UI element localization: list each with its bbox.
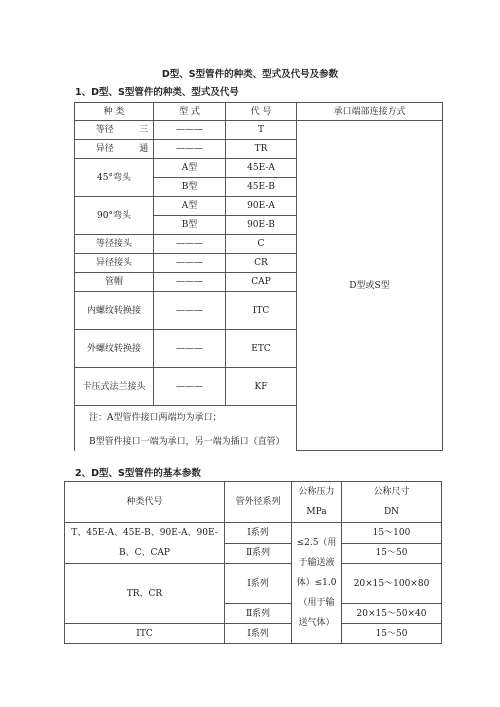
cell-coupling: 等径接头 [75,235,154,254]
header-outer-diameter: 管外径系列 [225,482,292,523]
cell-dn-2: 15～50 [342,543,442,564]
table-note [75,406,443,451]
cell-dn-3: 20×15～100×80 [342,564,442,604]
section-heading-1: 1、D型、S型管件的种类、型式及代号 [75,87,239,98]
header-form: 型 式 [154,103,226,121]
cell-dn-4: 20×15～50×40 [342,604,442,624]
cell-series-1: Ⅰ系列 [225,564,292,604]
cell-code-45eb: 45E-B [226,178,297,197]
cell-code-cap: CAP [226,273,297,292]
cell-press-flange-joint: 卡压式法兰接头 [75,368,154,406]
header-size-label: 公称尺寸 [373,487,410,497]
cell-series-2: Ⅱ系列 [225,604,292,624]
cell-reducer: 异径接头 [75,254,154,273]
cell-equal-tee-a: 等径 [75,121,135,140]
cell-cap: 管帽 [75,273,154,292]
header-size-unit: DN [383,507,400,517]
cell-code-t: T [226,121,297,140]
fittings-parameter-table [64,481,442,644]
cell-code-90ea: 90E-A [226,197,297,216]
cell-series-2: Ⅱ系列 [225,543,292,564]
cell-code-kf: KF [226,368,297,406]
cell-dash: ——— [154,254,226,273]
cell-dash: ——— [154,235,226,254]
fittings-type-table [74,102,443,451]
cell-code-etc: ETC [226,330,297,368]
page-title: D型、S型管件的种类、型式及代号及参数 [161,69,339,80]
header-nominal-size [342,482,442,523]
section-heading-2: 2、D型、S型管件的基本参数 [75,468,201,479]
cell-dash: ——— [154,292,226,330]
cell-code-c: C [226,235,297,254]
cell-dash: ——— [154,121,226,140]
cell-equal-tee-b: 三 [135,121,154,140]
cell-code-cr: CR [226,254,297,273]
cell-code-itc: ITC [226,292,297,330]
cell-type-b: B型 [154,178,226,197]
cell-elbow-45: 45°弯头 [75,159,154,197]
cell-reduce-tee-b: 通 [135,140,154,159]
cell-elbow-90: 90°弯头 [75,197,154,235]
cell-series-1: Ⅰ系列 [225,624,292,644]
cell-type-itc: ITC [65,624,225,644]
cell-dn-1: 15～100 [342,523,442,544]
cell-reduce-tee-a: 异径 [75,140,135,159]
cell-code-90eb: 90E-B [226,216,297,235]
cell-pressure: ≤2.5（用于输送液体）≤1.0（用于输送气体） [292,523,342,644]
cell-type-a: A型 [154,159,226,178]
cell-code-45ea: 45E-A [226,159,297,178]
header-pressure-unit: MPa [306,507,327,517]
header-type-code: 种类代号 [65,482,225,523]
cell-type-a: A型 [154,197,226,216]
cell-code-tr: TR [226,140,297,159]
cell-connection-type: D型或S型 [297,121,443,451]
cell-type-group-2: TR、CR [65,564,225,624]
cell-external-thread-adapter: 外螺纹转换接 [75,330,154,368]
cell-dash: ——— [154,273,226,292]
header-pressure-label: 公称压力 [298,487,335,497]
cell-type-b: B型 [154,216,226,235]
note-line-1: 注：A型管件接口两端均为承口； [89,413,222,423]
header-nominal-pressure [292,482,342,523]
cell-dn-5: 15～50 [342,624,442,644]
cell-series-1: Ⅰ系列 [225,523,292,544]
header-code: 代 号 [226,103,297,121]
cell-dash: ——— [154,140,226,159]
header-connection: 承口端部连接方式 [297,103,443,121]
cell-internal-thread-adapter: 内螺纹转换接 [75,292,154,330]
cell-type-group-1: T、45E-A、45E-B、90E-A、90E-B、C、CAP [65,523,225,564]
header-kind: 种 类 [75,103,154,121]
cell-dash: ——— [154,368,226,406]
note-line-2: B型管件接口一端为承口，另一端为插口（直管） [89,437,285,447]
cell-dash: ——— [154,330,226,368]
